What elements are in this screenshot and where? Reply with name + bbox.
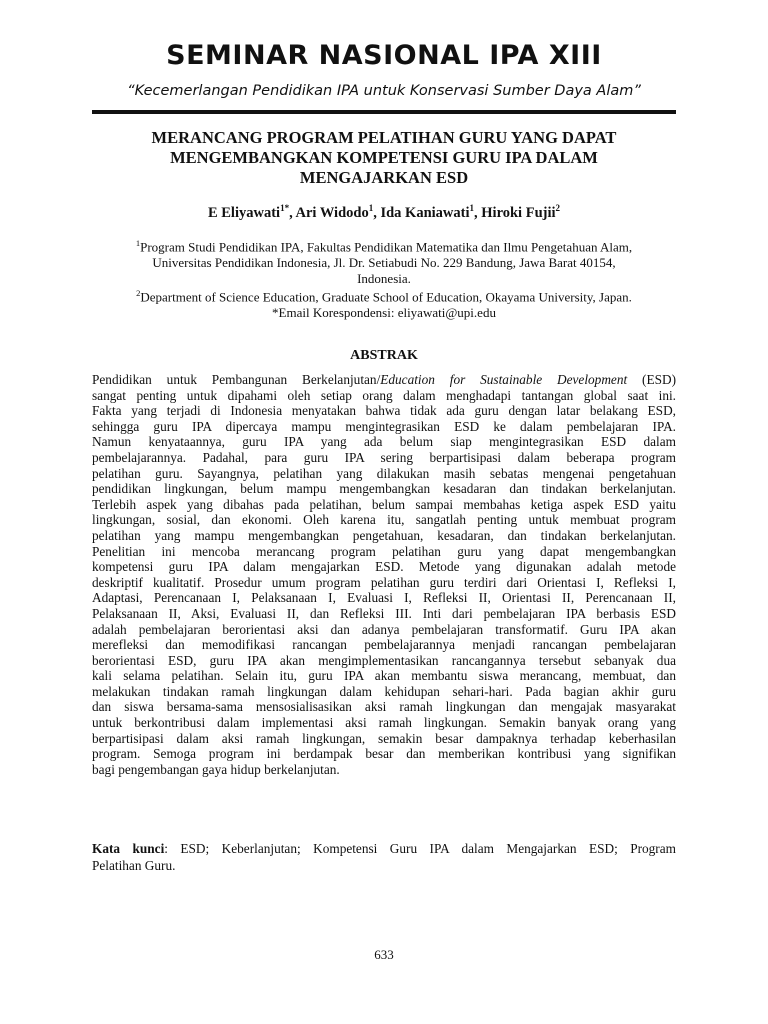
affiliation-mark: 1 <box>135 238 141 248</box>
seminar-theme: “Kecemerlangan Pendidikan IPA untuk Konservasi Sumber Daya Alam” <box>127 83 641 99</box>
affiliation-line: Universitas Pendidikan Indonesia, Jl. Dr. Setiabudi No. 229 Bandung, Jawa Barat 40154, <box>152 254 616 270</box>
abstract-line: Adaptasi, Perencanaan I, Pelaksanaan I, Evaluasi I, Refleksi II, Orientasi II, Perencanaan II, <box>92 590 676 606</box>
author-separator: , <box>289 204 296 221</box>
affiliation-line <box>100 236 668 255</box>
author-name: Ari Widodo <box>295 204 369 221</box>
abstract-text: Pendidikan untuk Pembangunan Berkelanjutan/ <box>92 372 381 387</box>
abstract-italic-term: Education for Sustainable Development <box>380 372 628 387</box>
abstract-text: (ESD) <box>627 372 676 387</box>
author-separator: , <box>373 204 381 221</box>
author-affiliation-mark: 2 <box>555 203 561 213</box>
abstract-line: untuk berkontribusi dalam implementasi aksi ramah lingkungan. Semakin banyak orang yang <box>92 715 676 731</box>
abstract-line: merefleksi dan memodifikasi rancangan pembelajarannya menjadi rancangan pembelajaran <box>92 637 676 653</box>
abstract-line: Pelaksanaan II, Aksi, Evaluasi II, dan Refleksi III. Inti dari pembelajaran IPA berbasis ESD <box>92 605 676 621</box>
author-affiliation-mark: 1 <box>469 203 475 213</box>
abstract-line: Fakta yang terjadi di Indonesia menyatakan bahwa tidak ada guru dengan latar belakang ESD, <box>92 403 676 419</box>
abstract-line: kompetensi guru IPA dalam mengajarkan ESD. Metode yang digunakan adalah metode <box>92 559 676 575</box>
abstract-line <box>92 372 676 388</box>
keywords-text: : ESD; Keberlanjutan; Kompetensi Guru IPA dalam Mengajarkan ESD; Program <box>164 841 676 856</box>
header-divider <box>92 110 676 114</box>
keywords-label: Kata kunci <box>92 841 165 856</box>
affiliation-mark: 2 <box>136 288 141 299</box>
author-affiliation-mark: 1* <box>280 203 290 213</box>
affiliation-line <box>100 286 668 305</box>
abstract-line: dan siswa bersama-sama mensosialisasikan aksi ramah lingkungan dan mengajak masyarakat <box>92 699 676 715</box>
author-name: Hiroki Fujii <box>481 204 556 221</box>
abstract-line: pelatihan guru. Sayangnya, pelatihan yang dilakukan masih sebatas mengenai pengetahuan <box>92 465 676 481</box>
author-affiliation-mark: 1 <box>368 203 374 213</box>
abstract-line: berpartisipasi dalam aksi ramah lingkungan, semakin besar dampaknya terhadap keberhasilan <box>92 730 676 746</box>
page-number: 633 <box>374 947 394 962</box>
abstract-line: deskriptif kualitatif. Prosedur umum program pelatihan guru terdiri dari Orientasi I, Refleksi I, <box>92 574 676 590</box>
paper-title <box>92 128 676 188</box>
abstract-line: adalah pembelajaran berorientasi aksi dan adanya pembelajaran transformatif. Guru IPA akan <box>92 621 676 637</box>
abstract-line: Namun kenyataannya, guru IPA yang ada belum siap mengintegrasikan ESD dalam <box>92 434 676 450</box>
abstract-line: bagi pengembangan gaya hidup berkelanjutan. <box>92 761 340 777</box>
abstract-line: Terlebih aspek yang dibahas pada pelatihan, belum sampai membahas ketiga aspek ESD yaitu <box>92 496 676 512</box>
abstract-body <box>92 372 676 777</box>
author-name: Ida Kaniawati <box>380 204 470 221</box>
author-name: E Eliyawati <box>207 204 281 221</box>
keywords-line <box>92 840 676 857</box>
abstract-line: sangat penting untuk dipahami oleh setiap orang dalam menghadapi tantangan global saat ini. <box>92 387 676 403</box>
seminar-title: SEMINAR NASIONAL IPA XIII <box>166 40 602 71</box>
abstract-line: lingkungan, sosial, dan ekonomi. Oleh karena itu, sangatlah penting untuk membuat program <box>92 512 676 528</box>
author-separator: , <box>474 204 482 221</box>
abstract-line: pembelajarannya. Padahal, para guru IPA sering berpartisipasi dalam beberapa program <box>92 449 676 465</box>
paper-title-line: MENGAJARKAN ESD <box>299 168 469 187</box>
abstract-line: pelatihan yang mampu mengembangkan pengetahuan, kesadaran, dan tindakan berkelanjutan. <box>92 527 676 543</box>
affiliation-line: Indonesia. <box>357 270 411 286</box>
abstract-line: kali selama pelatihan. Selain itu, guru IPA akan membantu siswa merancang, membuat, dan <box>92 668 676 684</box>
abstract-heading: ABSTRAK <box>350 348 418 363</box>
affiliation-text: Department of Science Education, Graduate School of Education, Okayama University, Japan. <box>140 289 632 305</box>
paper-title-line: MENGEMBANGKAN KOMPETENSI GURU IPA DALAM <box>170 148 598 167</box>
correspondence-email: *Email Korespondensi: eliyawati@upi.edu <box>272 305 496 321</box>
keywords <box>92 840 676 874</box>
affiliations <box>100 236 668 321</box>
abstract-line: berorientasi ESD, guru IPA akan mengimplementasikan rancangannya tersebut sebanyak dua <box>92 652 676 668</box>
paper-title-line: MERANCANG PROGRAM PELATIHAN GURU YANG DAPAT <box>151 128 617 147</box>
abstract-line: melakukan tindakan ramah lingkungan dalam kehidupan sehari-hari. Pada bagian akhir guru <box>92 683 676 699</box>
affiliation-text: Program Studi Pendidikan IPA, Fakultas Pendidikan Matematika dan Ilmu Pengetahuan Alam, <box>140 239 633 255</box>
abstract-line: sehingga guru IPA dipercaya mampu mengintegrasikan ESD ke dalam pembelajaran IPA. <box>92 418 676 434</box>
author-list <box>92 203 676 222</box>
abstract-line: Penelitian ini mencoba merancang program pelatihan guru yang dapat mengembangkan <box>92 543 676 559</box>
keywords-line: Pelatihan Guru. <box>92 858 176 873</box>
abstract-line: program. Semoga program ini berdampak besar dan memberikan kontribusi yang signifikan <box>92 746 676 762</box>
abstract-line: pendidikan lingkungan, belum mampu mengembangkan kesadaran dan tindakan berkelanjutan. <box>92 481 676 497</box>
